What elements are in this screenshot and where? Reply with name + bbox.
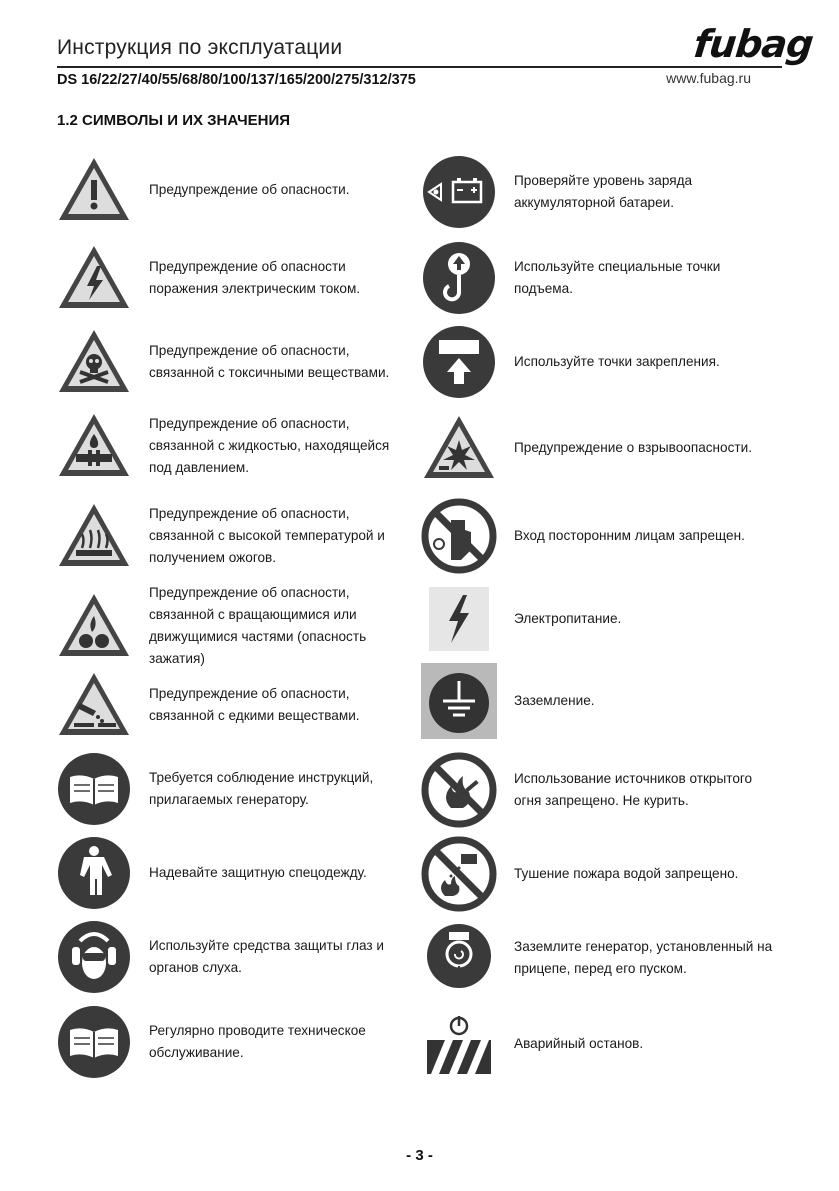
no-water-extinguish-icon — [421, 836, 497, 912]
ground-icon — [421, 663, 497, 739]
warning-electric-icon — [56, 240, 132, 316]
eye-ear-protection-icon — [56, 919, 132, 995]
symbol-description: Заземлите генератор, установленный на прицепе, перед его пуском. — [514, 939, 773, 976]
symbol-row — [56, 667, 414, 743]
read-manual-icon — [56, 751, 132, 827]
symbol-description: Проверяйте уровень заряда аккумуляторной батареи. — [514, 173, 693, 210]
symbol-description: Предупреждение об опасности, связанной с жидкостью, находящейся под давлением. — [149, 416, 390, 475]
warning-hot-icon — [56, 498, 132, 574]
symbol-row — [56, 1004, 414, 1080]
header-rule — [57, 66, 782, 68]
symbol-row — [421, 324, 779, 400]
model-list: DS 16/22/27/40/55/68/80/100/137/165/200/275/312/375 — [57, 72, 416, 88]
anchor-point-icon — [421, 324, 497, 400]
symbol-row — [421, 752, 779, 828]
symbol-row — [56, 152, 414, 228]
symbol-row — [421, 581, 779, 657]
symbol-row — [421, 498, 779, 574]
symbol-row — [56, 240, 414, 316]
symbol-row — [421, 920, 779, 996]
fubag-logo: fubag — [691, 22, 815, 66]
warning-corrosive-icon — [56, 667, 132, 743]
symbol-description: Предупреждение об опасности. — [149, 182, 350, 197]
symbol-description: Надевайте защитную спецодежду. — [149, 865, 367, 880]
battery-check-icon — [421, 154, 497, 230]
symbol-row — [56, 498, 414, 574]
page-number: - 3 - — [406, 1147, 433, 1164]
symbol-row — [56, 835, 414, 911]
warning-rotating-icon — [56, 588, 132, 664]
no-open-flame-icon — [421, 752, 497, 828]
lifting-hook-icon — [421, 240, 497, 316]
symbol-row — [421, 1006, 779, 1082]
symbol-description: Предупреждение о взрывоопасности. — [514, 440, 753, 455]
document-title: Инструкция по эксплуатации — [57, 36, 343, 59]
symbol-description: Используйте средства защиты глаз и органов слуха. — [149, 938, 385, 975]
symbol-description: Аварийный останов. — [514, 1036, 644, 1051]
trailer-ground-icon — [421, 920, 497, 996]
power-supply-icon — [421, 581, 497, 657]
warning-toxic-icon — [56, 324, 132, 400]
symbol-description: Использование источников открытого огня запрещено. Не курить. — [514, 771, 753, 808]
symbol-description: Предупреждение об опасности, связанной с токсичными веществами. — [149, 343, 390, 380]
symbol-description: Предупреждение об опасности, связанной с едкими веществами. — [149, 686, 360, 723]
symbol-row — [56, 408, 414, 484]
symbol-description: Требуется соблюдение инструкций, прилагаемых генератору. — [149, 770, 374, 807]
symbol-row — [421, 836, 779, 912]
symbol-description: Предупреждение об опасности поражения электрическим током. — [149, 259, 361, 296]
symbol-description: Вход посторонним лицам запрещен. — [514, 528, 745, 543]
warning-general-icon — [56, 152, 132, 228]
symbol-description: Электропитание. — [514, 611, 622, 626]
symbol-description: Тушение пожара водой запрещено. — [514, 866, 739, 881]
warning-pressure-icon — [56, 408, 132, 484]
symbol-description: Регулярно проводите техническое обслуживание. — [149, 1023, 366, 1060]
symbol-row — [421, 410, 779, 486]
protective-clothing-icon — [56, 835, 132, 911]
website-link: www.fubag.ru — [666, 70, 751, 86]
explosion-warning-icon — [421, 410, 497, 486]
symbol-row — [56, 919, 414, 995]
maintenance-manual-icon — [56, 1004, 132, 1080]
symbol-row — [56, 324, 414, 400]
emergency-stop-icon — [421, 1006, 497, 1082]
section-title: 1.2 СИМВОЛЫ И ИХ ЗНАЧЕНИЯ — [57, 112, 291, 129]
symbol-row — [56, 751, 414, 827]
symbol-row — [421, 154, 779, 230]
no-entry-icon — [421, 498, 497, 574]
symbol-description: Заземление. — [514, 693, 595, 708]
symbol-description: Предупреждение об опасности, связанной с высокой температурой и получением ожогов. — [149, 506, 385, 565]
symbol-description: Используйте точки закрепления. — [514, 354, 720, 369]
symbol-row — [421, 663, 779, 739]
symbol-row — [421, 240, 779, 316]
symbol-description: Предупреждение об опасности, связанной с вращающимися или движущимися частями (опасность зажатия) — [149, 585, 367, 666]
symbol-row — [56, 582, 414, 670]
symbol-description: Используйте специальные точки подъема. — [514, 259, 721, 296]
